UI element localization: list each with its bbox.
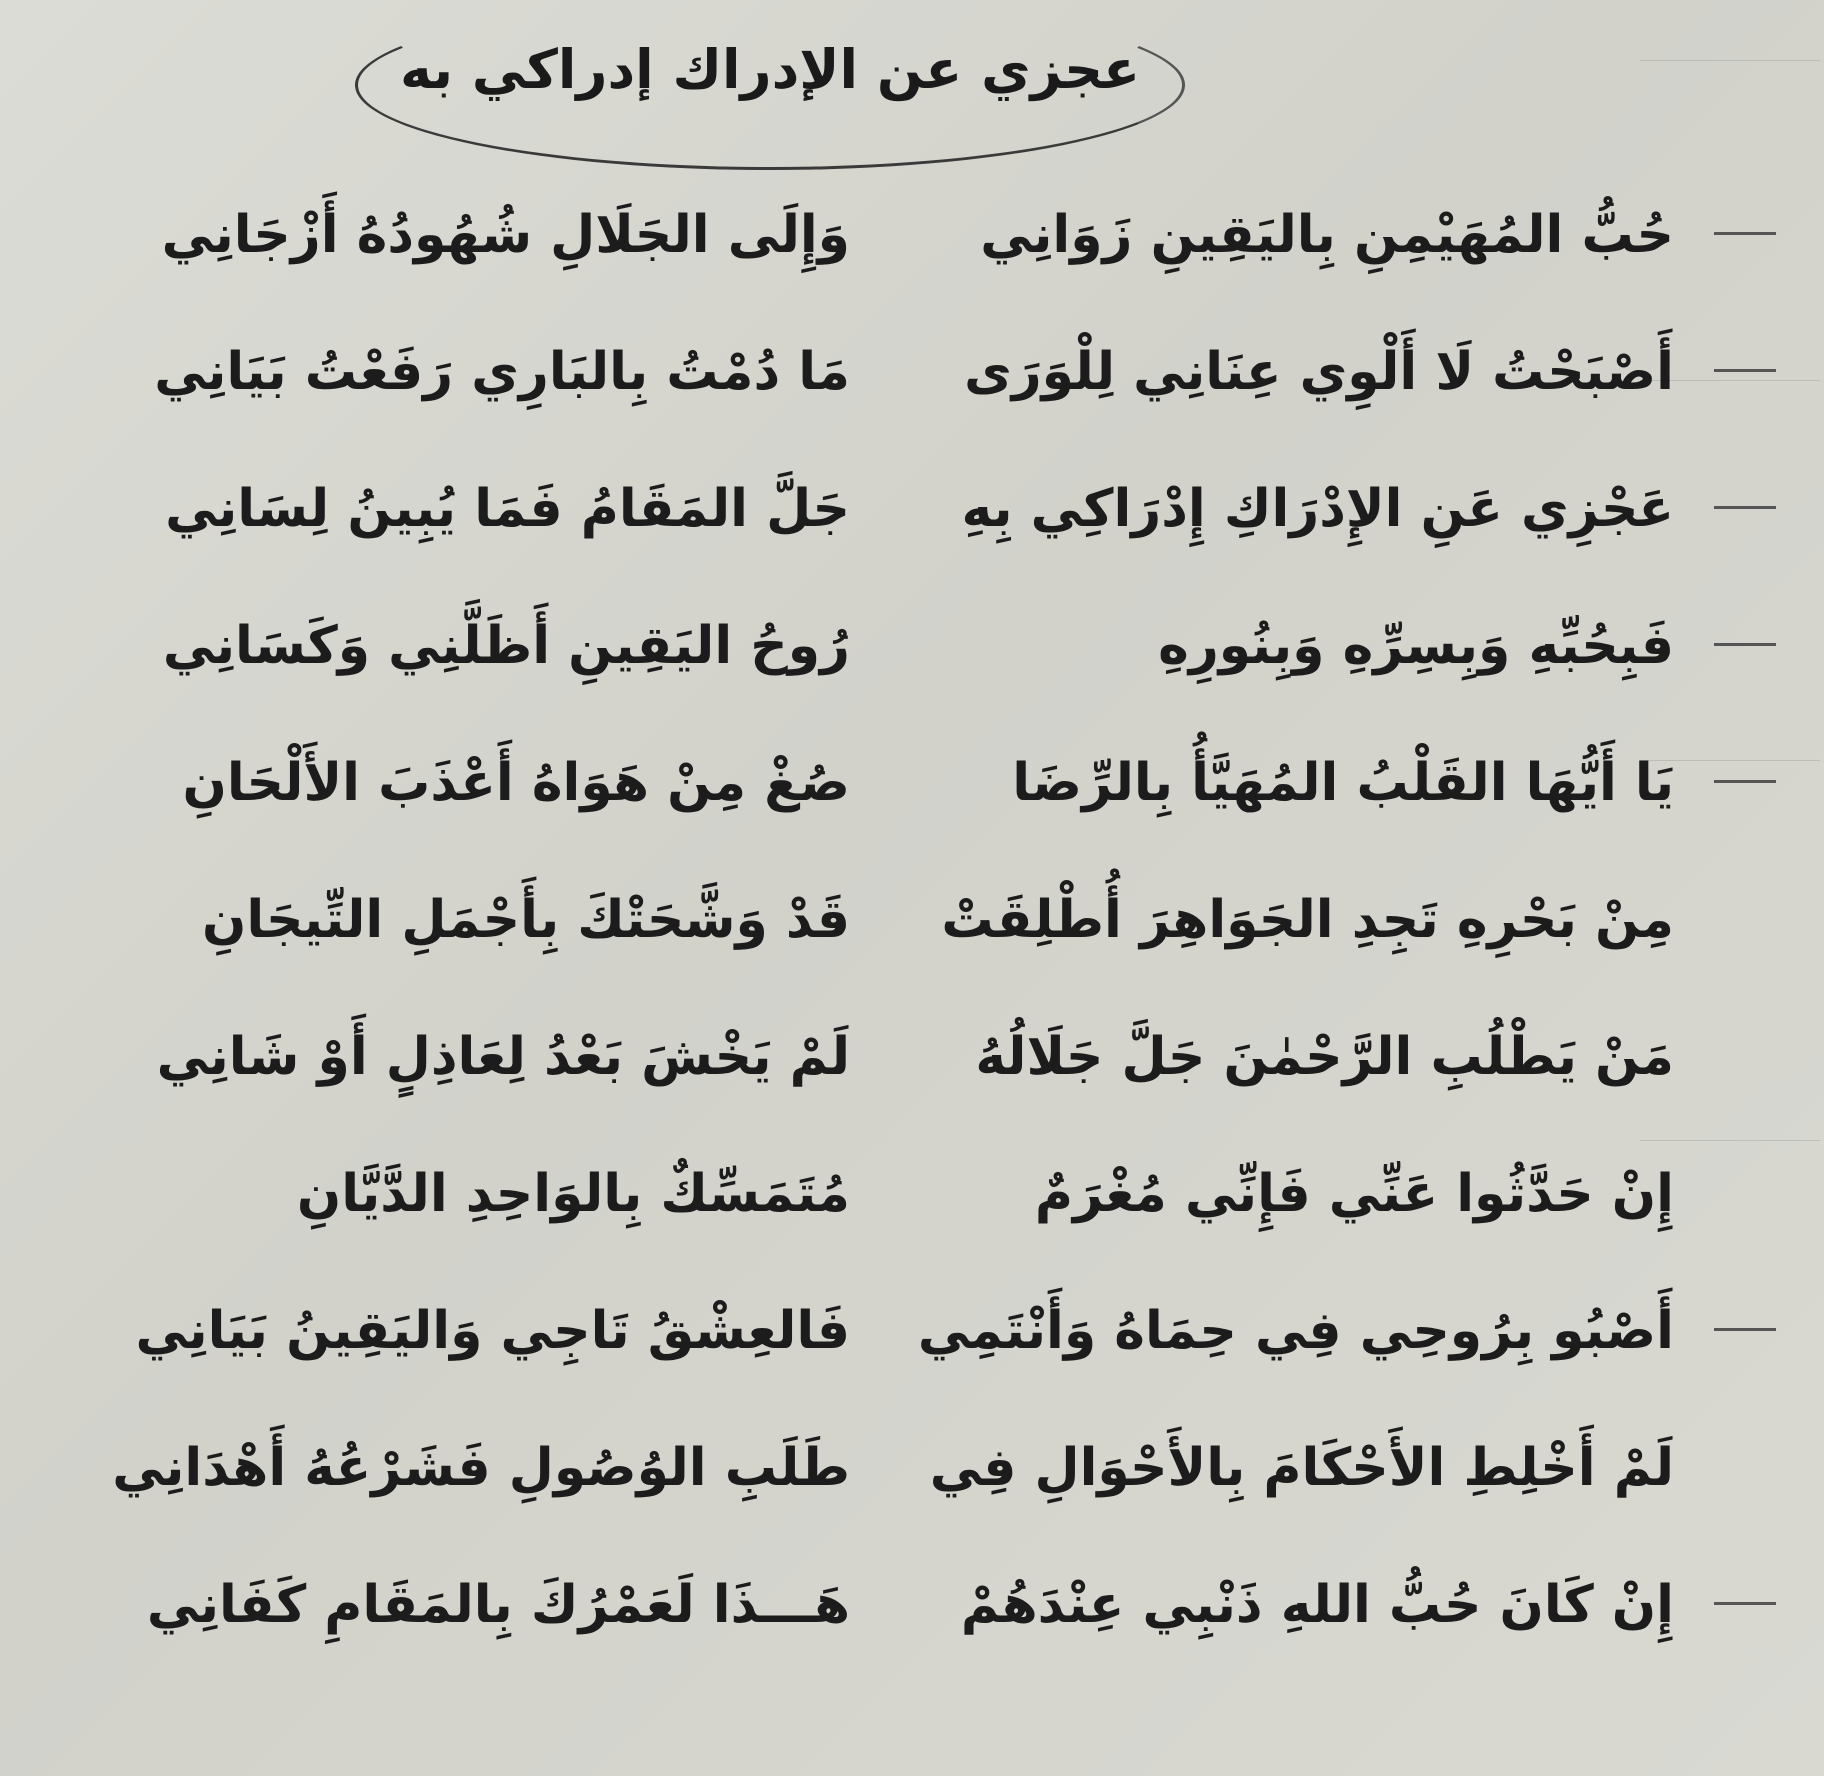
verse-dash	[1714, 369, 1776, 372]
verse	[0, 1276, 1824, 1416]
verse-first-hemistich: إِنْ كَانَ حُبُّ اللهِ ذَنْبِي عِنْدَهُمْ	[960, 1575, 1674, 1635]
verse	[0, 1413, 1824, 1553]
verse-first-hemistich: أَصْبُو بِرُوحِي فِي حِمَاهُ وَأَنْتَمِي	[917, 1301, 1674, 1361]
verse-first-hemistich: يَا أَيُّهَا القَلْبُ المُهَيَّأُ بِالرِّضَا	[1012, 753, 1674, 813]
verse	[0, 865, 1824, 1005]
verse-first-hemistich: أَصْبَحْتُ لَا أَلْوِي عِنَانِي لِلْوَرَى	[964, 342, 1674, 402]
verse	[0, 1002, 1824, 1142]
verse-dash	[1714, 643, 1776, 646]
verse-first-hemistich: مَنْ يَطْلُبِ الرَّحْمٰنَ جَلَّ جَلَالُهُ	[975, 1027, 1674, 1087]
verse-dash	[1714, 1328, 1776, 1331]
verse	[0, 728, 1824, 868]
verse-second-hemistich: صُغْ مِنْ هَوَاهُ أَعْذَبَ الأَلْحَانِ	[182, 753, 850, 813]
verse-second-hemistich: وَإِلَى الجَلَالِ شُهُودُهُ أَزْجَانِي	[161, 205, 850, 265]
verse-second-hemistich: طَلَبِ الوُصُولِ فَشَرْعُهُ أَهْدَانِي	[112, 1438, 850, 1498]
verse-second-hemistich: هَـــذَا لَعَمْرُكَ بِالمَقَامِ كَفَانِي	[146, 1575, 850, 1635]
verse-dash	[1714, 506, 1776, 509]
verse-second-hemistich: لَمْ يَخْشَ بَعْدُ لِعَاذِلٍ أَوْ شَانِي	[156, 1027, 850, 1087]
verse	[0, 180, 1824, 320]
verse-second-hemistich: قَدْ وَشَّحَتْكَ بِأَجْمَلِ التِّيجَانِ	[202, 890, 850, 950]
verse	[0, 1139, 1824, 1279]
verse-second-hemistich: رُوحُ اليَقِينِ أَظَلَّنِي وَكَسَانِي	[162, 616, 850, 676]
verse-second-hemistich: مَا دُمْتُ بِالبَارِي رَفَعْتُ بَيَانِي	[154, 342, 850, 402]
verse-first-hemistich: حُبُّ المُهَيْمِنِ بِاليَقِينِ زَوَانِي	[980, 205, 1674, 265]
verse	[0, 591, 1824, 731]
verse-dash	[1714, 780, 1776, 783]
verse-first-hemistich: فَبِحُبِّهِ وَبِسِرِّهِ وَبِنُورِهِ	[1158, 616, 1674, 676]
verse-second-hemistich: جَلَّ المَقَامُ فَمَا يُبِينُ لِسَانِي	[165, 479, 850, 539]
poem-title: عجزي عن الإدراك إدراكي به	[400, 38, 1140, 101]
verse-dash	[1714, 232, 1776, 235]
verse-first-hemistich: لَمْ أَخْلِطِ الأَحْكَامَ بِالأَحْوَالِ فِي	[929, 1438, 1674, 1498]
verse	[0, 317, 1824, 457]
verse-second-hemistich: فَالعِشْقُ تَاجِي وَاليَقِينُ بَيَانِي	[135, 1301, 850, 1361]
verse-first-hemistich: إِنْ حَدَّثُوا عَنِّي فَإِنِّي مُغْرَمٌ	[1034, 1164, 1674, 1224]
verse-dash	[1714, 1602, 1776, 1605]
verse-first-hemistich: مِنْ بَحْرِهِ تَجِدِ الجَوَاهِرَ أُطْلِقَتْ	[941, 890, 1674, 950]
verse	[0, 454, 1824, 594]
verse-first-hemistich: عَجْزِي عَنِ الإِدْرَاكِ إِدْرَاكِي بِهِ	[961, 479, 1674, 539]
verse-second-hemistich: مُتَمَسِّكٌ بِالوَاحِدِ الدَّيَّانِ	[296, 1164, 850, 1224]
verse	[0, 1550, 1824, 1690]
